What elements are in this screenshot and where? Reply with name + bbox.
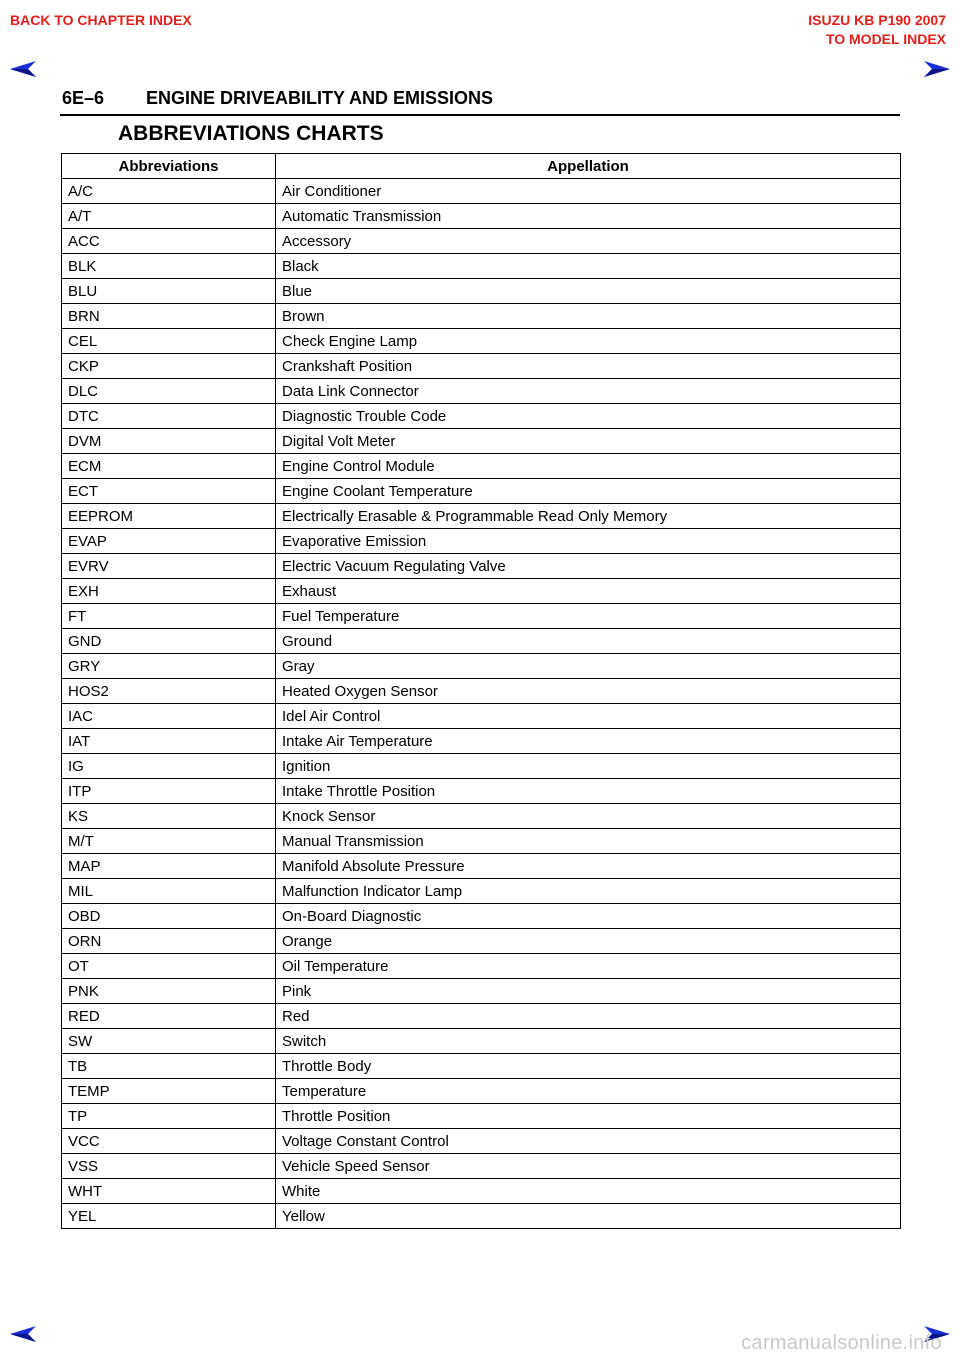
section-title: ENGINE DRIVEABILITY AND EMISSIONS	[146, 88, 494, 108]
abbreviation-cell: DTC	[62, 404, 276, 429]
table-row	[62, 854, 901, 879]
appellation-cell: Accessory	[276, 229, 901, 254]
abbreviation-cell: YEL	[62, 1204, 276, 1229]
appellation-cell: Temperature	[276, 1079, 901, 1104]
abbreviation-cell: PNK	[62, 979, 276, 1004]
appellation-cell: Brown	[276, 304, 901, 329]
appellation-cell: Idel Air Control	[276, 704, 901, 729]
abbreviation-cell: ORN	[62, 929, 276, 954]
appellation-cell: Black	[276, 254, 901, 279]
abbreviation-cell: OBD	[62, 904, 276, 929]
abbreviation-cell: IG	[62, 754, 276, 779]
abbreviation-cell: TB	[62, 1054, 276, 1079]
abbreviation-cell: MAP	[62, 854, 276, 879]
appellation-cell: Electrically Erasable & Programmable Read Only Memory	[276, 504, 901, 529]
table-row	[62, 1204, 901, 1229]
abbreviation-cell: A/C	[62, 179, 276, 204]
appellation-cell: Evaporative Emission	[276, 529, 901, 554]
table-row	[62, 904, 901, 929]
table-row	[62, 679, 901, 704]
abbreviation-cell: HOS2	[62, 679, 276, 704]
abbreviation-cell: ECM	[62, 454, 276, 479]
page-header	[60, 88, 900, 116]
abbreviation-cell: FT	[62, 604, 276, 629]
abbreviation-cell: OT	[62, 954, 276, 979]
table-row	[62, 254, 901, 279]
appellation-cell: Ignition	[276, 754, 901, 779]
abbreviation-cell: DVM	[62, 429, 276, 454]
table-body	[62, 179, 901, 1229]
previous-page-arrow-icon[interactable]	[8, 1325, 38, 1343]
table-row	[62, 604, 901, 629]
table-row	[62, 554, 901, 579]
table-row	[62, 1154, 901, 1179]
appellation-cell: White	[276, 1179, 901, 1204]
abbreviation-cell: MIL	[62, 879, 276, 904]
abbreviation-cell: EEPROM	[62, 504, 276, 529]
abbreviation-cell: EXH	[62, 579, 276, 604]
abbreviation-cell: BRN	[62, 304, 276, 329]
table-row	[62, 729, 901, 754]
abbreviation-cell: GND	[62, 629, 276, 654]
table-header-row	[62, 154, 901, 179]
table-row	[62, 829, 901, 854]
table-row	[62, 1104, 901, 1129]
table-row	[62, 1079, 901, 1104]
appellation-cell: Throttle Position	[276, 1104, 901, 1129]
table-row	[62, 504, 901, 529]
table-row	[62, 654, 901, 679]
abbreviation-cell: EVAP	[62, 529, 276, 554]
abbreviation-cell: M/T	[62, 829, 276, 854]
abbreviations-table	[61, 153, 901, 1229]
table-row	[62, 979, 901, 1004]
table-row	[62, 954, 901, 979]
abbreviation-cell: CEL	[62, 329, 276, 354]
appellation-cell: Heated Oxygen Sensor	[276, 679, 901, 704]
column-header-appellation: Appellation	[276, 154, 901, 179]
appellation-cell: Vehicle Speed Sensor	[276, 1154, 901, 1179]
appellation-cell: Switch	[276, 1029, 901, 1054]
appellation-cell: Automatic Transmission	[276, 204, 901, 229]
abbreviation-cell: ECT	[62, 479, 276, 504]
table-row	[62, 304, 901, 329]
abbreviation-cell: SW	[62, 1029, 276, 1054]
table-row	[62, 454, 901, 479]
abbreviation-cell: CKP	[62, 354, 276, 379]
table-row	[62, 479, 901, 504]
back-to-chapter-index-link[interactable]: BACK TO CHAPTER INDEX	[10, 12, 192, 28]
appellation-cell: Pink	[276, 979, 901, 1004]
table-row	[62, 704, 901, 729]
abbreviation-cell: EVRV	[62, 554, 276, 579]
appellation-cell: Data Link Connector	[276, 379, 901, 404]
to-model-index-link[interactable]: TO MODEL INDEX	[825, 31, 946, 47]
abbreviation-cell: IAT	[62, 729, 276, 754]
appellation-cell: Electric Vacuum Regulating Valve	[276, 554, 901, 579]
previous-page-arrow-icon[interactable]	[8, 60, 38, 78]
abbreviation-cell: ACC	[62, 229, 276, 254]
abbreviation-cell: TEMP	[62, 1079, 276, 1104]
document-title: ABBREVIATIONS CHARTS	[118, 122, 384, 145]
appellation-cell: Ground	[276, 629, 901, 654]
model-name-label: ISUZU KB P190 2007	[808, 12, 946, 28]
appellation-cell: On-Board Diagnostic	[276, 904, 901, 929]
appellation-cell: Crankshaft Position	[276, 354, 901, 379]
table-row	[62, 229, 901, 254]
appellation-cell: Orange	[276, 929, 901, 954]
table-row	[62, 879, 901, 904]
appellation-cell: Diagnostic Trouble Code	[276, 404, 901, 429]
table-row	[62, 1179, 901, 1204]
appellation-cell: Engine Coolant Temperature	[276, 479, 901, 504]
appellation-cell: Exhaust	[276, 579, 901, 604]
appellation-cell: Air Conditioner	[276, 179, 901, 204]
table-row	[62, 1054, 901, 1079]
abbreviation-cell: TP	[62, 1104, 276, 1129]
table-row	[62, 404, 901, 429]
appellation-cell: Manifold Absolute Pressure	[276, 854, 901, 879]
appellation-cell: Blue	[276, 279, 901, 304]
table-row	[62, 1129, 901, 1154]
table-row	[62, 804, 901, 829]
abbreviation-cell: IAC	[62, 704, 276, 729]
abbreviation-cell: BLK	[62, 254, 276, 279]
appellation-cell: Oil Temperature	[276, 954, 901, 979]
abbreviation-cell: ITP	[62, 779, 276, 804]
abbreviation-cell: RED	[62, 1004, 276, 1029]
watermark: carmanualsonline.info	[741, 1332, 942, 1354]
table-row	[62, 929, 901, 954]
appellation-cell: Red	[276, 1004, 901, 1029]
table-row	[62, 354, 901, 379]
abbreviation-cell: DLC	[62, 379, 276, 404]
abbreviation-cell: A/T	[62, 204, 276, 229]
appellation-cell: Manual Transmission	[276, 829, 901, 854]
appellation-cell: Digital Volt Meter	[276, 429, 901, 454]
table-row	[62, 329, 901, 354]
appellation-cell: Gray	[276, 654, 901, 679]
table-row	[62, 529, 901, 554]
table-row	[62, 579, 901, 604]
abbreviation-cell: WHT	[62, 1179, 276, 1204]
table-row	[62, 1004, 901, 1029]
abbreviation-cell: KS	[62, 804, 276, 829]
abbreviation-cell: VSS	[62, 1154, 276, 1179]
abbreviation-cell: VCC	[62, 1129, 276, 1154]
appellation-cell: Intake Air Temperature	[276, 729, 901, 754]
appellation-cell: Check Engine Lamp	[276, 329, 901, 354]
appellation-cell: Intake Throttle Position	[276, 779, 901, 804]
table-row	[62, 179, 901, 204]
appellation-cell: Voltage Constant Control	[276, 1129, 901, 1154]
table-row	[62, 754, 901, 779]
abbreviation-cell: GRY	[62, 654, 276, 679]
appellation-cell: Fuel Temperature	[276, 604, 901, 629]
table-row	[62, 629, 901, 654]
appellation-cell: Yellow	[276, 1204, 901, 1229]
page-number: 6E–6	[62, 88, 105, 108]
table-row	[62, 1029, 901, 1054]
table-row	[62, 379, 901, 404]
table-row	[62, 779, 901, 804]
appellation-cell: Knock Sensor	[276, 804, 901, 829]
table-row	[62, 279, 901, 304]
appellation-cell: Malfunction Indicator Lamp	[276, 879, 901, 904]
table-row	[62, 429, 901, 454]
abbreviation-cell: BLU	[62, 279, 276, 304]
appellation-cell: Engine Control Module	[276, 454, 901, 479]
next-page-arrow-icon[interactable]	[922, 60, 952, 78]
column-header-abbreviations: Abbreviations	[62, 154, 276, 179]
appellation-cell: Throttle Body	[276, 1054, 901, 1079]
table-row	[62, 204, 901, 229]
